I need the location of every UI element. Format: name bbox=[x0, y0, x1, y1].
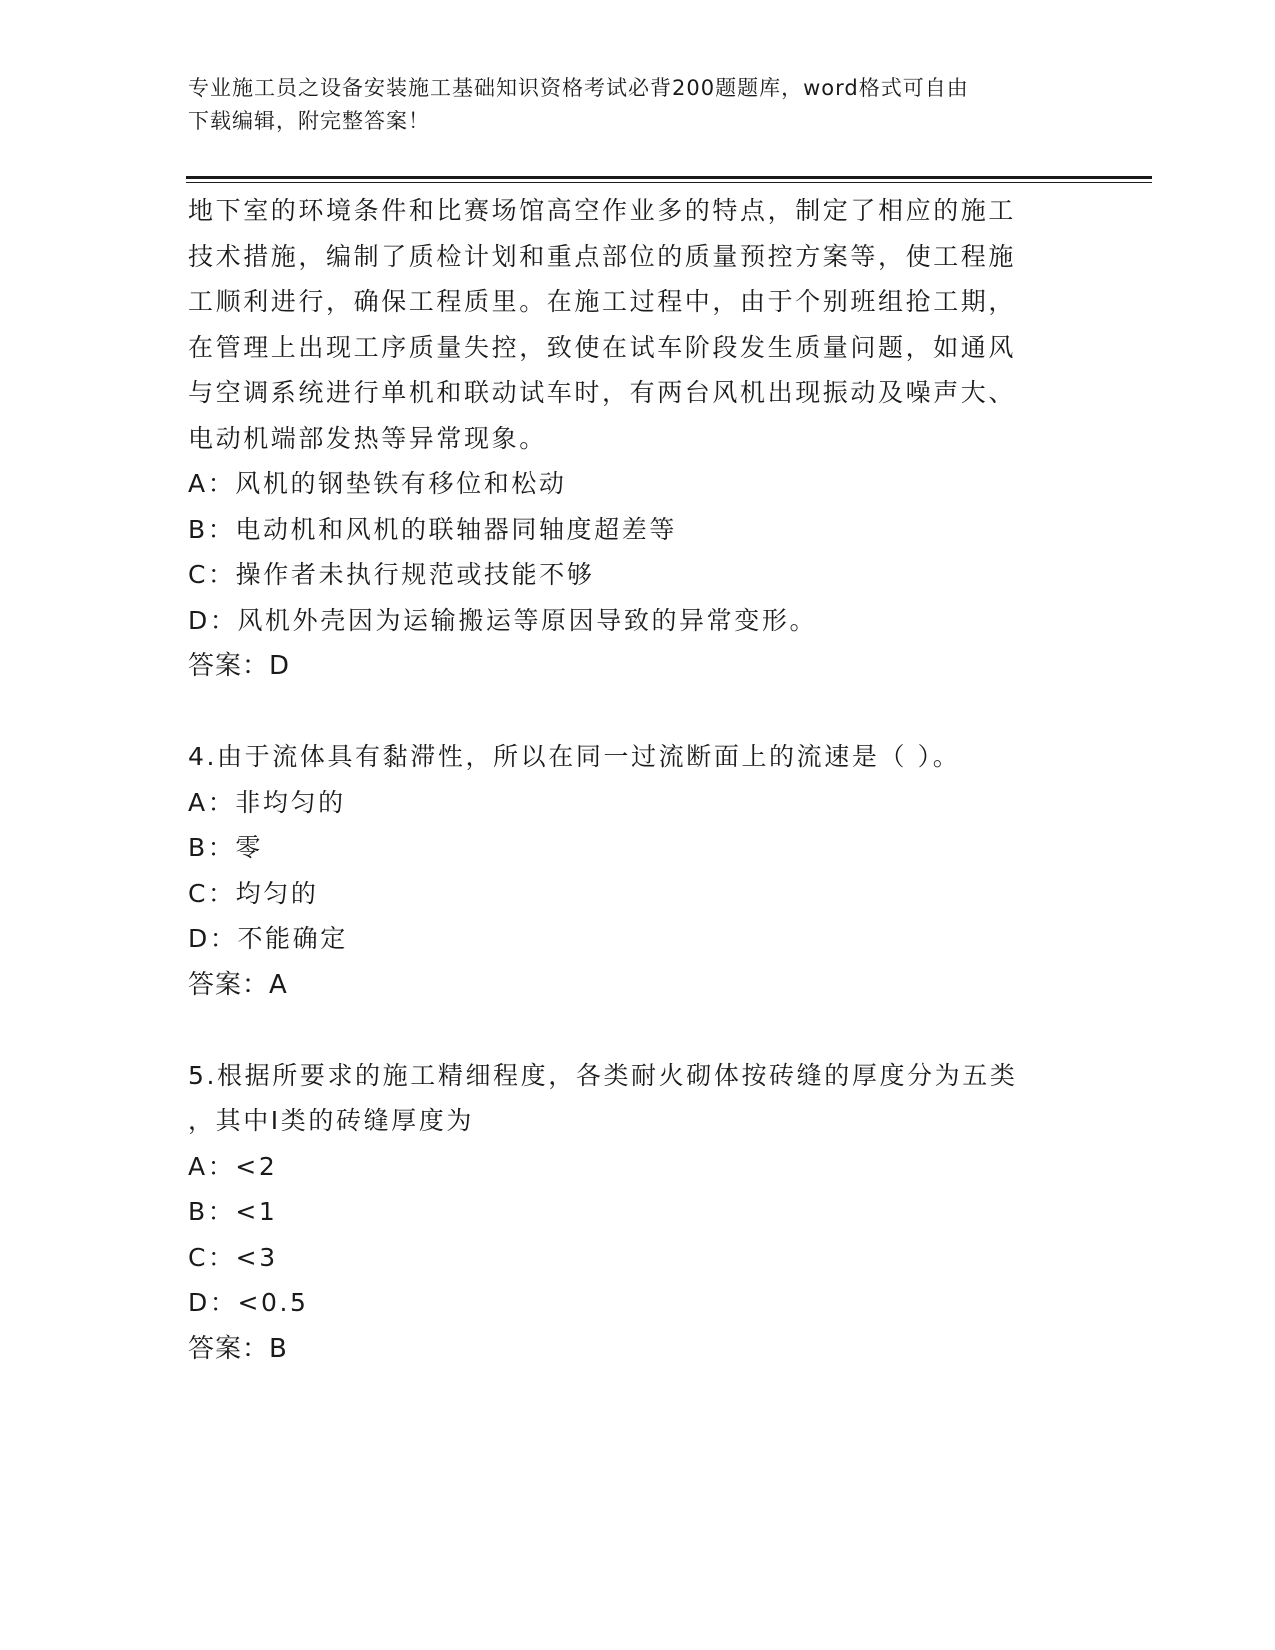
stem-line: 工顺利进行，确保工程质里。在施工过程中，由于个别班组抢工期， bbox=[188, 287, 1017, 316]
stem-line: 技术措施，编制了质检计划和重点部位的质量预控方案等，使工程施 bbox=[188, 241, 1017, 271]
option-a: A：<2 bbox=[188, 1151, 278, 1181]
answer-label: 答案：B bbox=[188, 1333, 288, 1364]
option-c: C：<3 bbox=[188, 1242, 278, 1272]
stem-line: 5.根据所要求的施工精细程度，各类耐火砌体按砖缝的厚度分为五类 bbox=[188, 1060, 1018, 1090]
question-4-stem bbox=[188, 734, 1068, 780]
question-4 bbox=[188, 734, 1068, 1008]
header-title-line-2: 下载编辑，附完整答案！ bbox=[188, 109, 430, 133]
document-header bbox=[188, 72, 1068, 138]
option-d: D：<0.5 bbox=[188, 1288, 309, 1317]
spacer bbox=[188, 1008, 1068, 1053]
option-b: B：<1 bbox=[188, 1197, 278, 1226]
option-b: B：零 bbox=[188, 833, 263, 862]
option-b: B：电动机和风机的联轴器同轴度超差等 bbox=[188, 514, 677, 544]
option-a: A：非均匀的 bbox=[188, 787, 346, 817]
stem-line: ，其中Ⅰ类的砖缝厚度为 bbox=[188, 1106, 474, 1135]
stem-line: 与空调系统进行单机和联动试车时，有两台风机出现振动及噪声大、 bbox=[188, 378, 1017, 407]
stem-line: 4.由于流体具有黏滞性，所以在同一过流断面上的流速是（ ）。 bbox=[188, 742, 961, 771]
header-title-line-1: 专业施工员之设备安装施工基础知识资格考试必背200题题库，word格式可自由 bbox=[188, 76, 969, 100]
answer-label: 答案：D bbox=[188, 651, 291, 681]
document-body bbox=[188, 188, 1068, 1372]
option-a: A：风机的钢垫铁有移位和松动 bbox=[188, 469, 567, 498]
option-d: D：风机外壳因为运输搬运等原因导致的异常变形。 bbox=[188, 605, 818, 635]
question-3 bbox=[188, 188, 1068, 689]
header-divider-thick bbox=[186, 176, 1152, 179]
stem-line: 电动机端部发热等异常现象。 bbox=[188, 423, 547, 453]
option-c: C：操作者未执行规范或技能不够 bbox=[188, 560, 595, 589]
question-5-stem bbox=[188, 1053, 1068, 1144]
header-divider-thin bbox=[186, 182, 1152, 183]
question-3-stem bbox=[188, 188, 1068, 461]
stem-line: 在管理上出现工序质量失控，致使在试车阶段发生质量问题，如通风 bbox=[188, 332, 1017, 362]
option-d: D：不能确定 bbox=[188, 924, 348, 953]
option-c: C：均匀的 bbox=[188, 878, 319, 908]
answer-label: 答案：A bbox=[188, 969, 288, 1000]
question-5 bbox=[188, 1053, 1068, 1372]
stem-line: 地下室的环境条件和比赛场馆高空作业多的特点，制定了相应的施工 bbox=[188, 196, 1017, 225]
spacer bbox=[188, 689, 1068, 734]
